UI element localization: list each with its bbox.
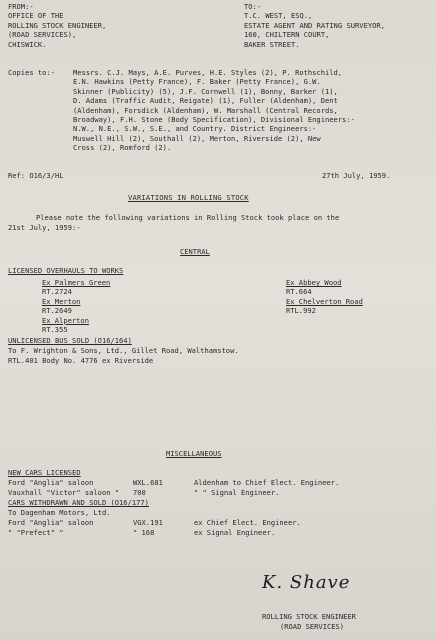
overhaul-reg: RT.355 bbox=[42, 325, 68, 335]
to-line: 160, CHILTERN COURT, bbox=[244, 30, 330, 40]
from-block bbox=[8, 2, 106, 49]
signatory-title: ROLLING STOCK ENGINEER bbox=[262, 612, 356, 621]
from-line: OFFICE OF THE bbox=[8, 11, 64, 21]
new-cars-heading: NEW CARS LICENSED bbox=[8, 468, 81, 477]
registration: 700 bbox=[133, 488, 146, 497]
central-heading: CENTRAL bbox=[180, 247, 210, 256]
vehicle: " "Prefect" " bbox=[8, 528, 64, 537]
registration: " 168 bbox=[133, 528, 155, 537]
overhaul-reg: RT.664 bbox=[286, 287, 312, 297]
signatory-title: (ROAD SERVICES) bbox=[280, 622, 345, 631]
copies-line: (Aldenham), Forsdick (Aldenham), W. Marshall (Central Records, bbox=[73, 105, 338, 115]
from-line: FROM:- bbox=[8, 2, 34, 11]
to-line: BAKER STREET. bbox=[244, 39, 300, 49]
to-line: T.C. WEST, ESQ., bbox=[244, 11, 313, 21]
from-line: (ROAD SERVICES), bbox=[8, 30, 77, 40]
overhaul-depot: Ex Merton bbox=[42, 296, 81, 306]
withdrawn-recipient: To Dagenham Motors, Ltd. bbox=[8, 508, 111, 517]
overhaul-depot: Ex Chelverton Road bbox=[286, 296, 363, 306]
memo-date: 27th July, 1959. bbox=[322, 171, 391, 180]
copies-line: E.N. Hawkins (Petty France), F. Baker (Petty France), G.W. bbox=[73, 77, 321, 87]
handwritten-signature: K. Shave bbox=[262, 572, 351, 593]
registration: VGX.191 bbox=[133, 518, 163, 527]
allocation-note: ex Signal Engineer. bbox=[194, 528, 276, 537]
overhauls-right-column bbox=[286, 278, 363, 316]
intro-line: 21st July, 1959:- bbox=[8, 223, 81, 232]
overhaul-reg: RTL.992 bbox=[286, 306, 316, 316]
document-title: VARIATIONS IN ROLLING STOCK bbox=[128, 193, 249, 202]
to-block bbox=[244, 2, 385, 49]
vehicle: Vauxhall "Victor" saloon " bbox=[8, 488, 120, 497]
overhaul-reg: RT.2724 bbox=[42, 287, 72, 297]
overhaul-reg: RT.2649 bbox=[42, 306, 72, 316]
copies-line: N.W., N.E., S.W., S.E., and Country. District Engineers:- bbox=[73, 124, 317, 134]
to-line: TO:- bbox=[244, 2, 262, 11]
copies-line: Cross (2), Romford (2). bbox=[73, 143, 172, 153]
copies-line: Broadway), F.H. Stone (Body Specification), Divisional Engineers:- bbox=[73, 115, 355, 125]
copies-line: Skinner (Publicity) (5), J.F. Cornwell (1), Bonny, Barker (1), bbox=[73, 86, 338, 96]
from-line: CHISWICK. bbox=[8, 39, 47, 49]
unlicensed-heading: UNLICENSED BUS SOLD (O16/164) bbox=[8, 336, 132, 345]
reference: Ref: O16/3/HL bbox=[8, 171, 64, 180]
withdrawn-heading: CARS WITHDRAWN AND SOLD (O16/177) bbox=[8, 498, 149, 507]
copies-line: Messrs. C.J. Mays, A.E. Purves, H.E. Styles (2), P. Rothschild, bbox=[73, 68, 343, 77]
copies-line: Muswell Hill (2), Southall (2), Merton, Riverside (2), New bbox=[73, 133, 321, 143]
vehicle: Ford "Anglia" saloon bbox=[8, 478, 94, 487]
copies-line: D. Adams (Traffic Audit, Reigate) (1), Fuller (Aldenham), Dent bbox=[73, 96, 338, 106]
overhaul-depot: Ex Palmers Green bbox=[42, 278, 111, 287]
allocation-note: ex Chief Elect. Engineer. bbox=[194, 518, 301, 527]
vehicle: Ford "Anglia" saloon bbox=[8, 518, 94, 527]
overhauls-left-column bbox=[42, 278, 110, 334]
registration: WXL.681 bbox=[133, 478, 163, 487]
overhaul-depot: Ex Abbey Wood bbox=[286, 278, 342, 287]
unlicensed-line: RTL.401 Body No. 4776 ex Riverside bbox=[8, 356, 154, 365]
allocation-note: " " Signal Engineer. bbox=[194, 488, 280, 497]
intro-line: Please note the following variations in Rolling Stock took place on the bbox=[36, 213, 340, 222]
allocation-note: Aldenham to Chief Elect. Engineer. bbox=[194, 478, 340, 487]
misc-heading: MISCELLANEOUS bbox=[166, 449, 222, 458]
to-line: ESTATE AGENT AND RATING SURVEYOR, bbox=[244, 20, 385, 30]
overhaul-depot: Ex Alperton bbox=[42, 315, 89, 325]
copies-list bbox=[73, 68, 355, 153]
copies-label: Copies to:- bbox=[8, 68, 55, 77]
unlicensed-line: To F. Wrighton & Sons, Ltd., Gillet Road, Walthamstow. bbox=[8, 346, 239, 355]
from-line: ROLLING STOCK ENGINEER, bbox=[8, 20, 107, 30]
overhauls-heading: LICENSED OVERHAULS TO WORKS bbox=[8, 266, 124, 275]
